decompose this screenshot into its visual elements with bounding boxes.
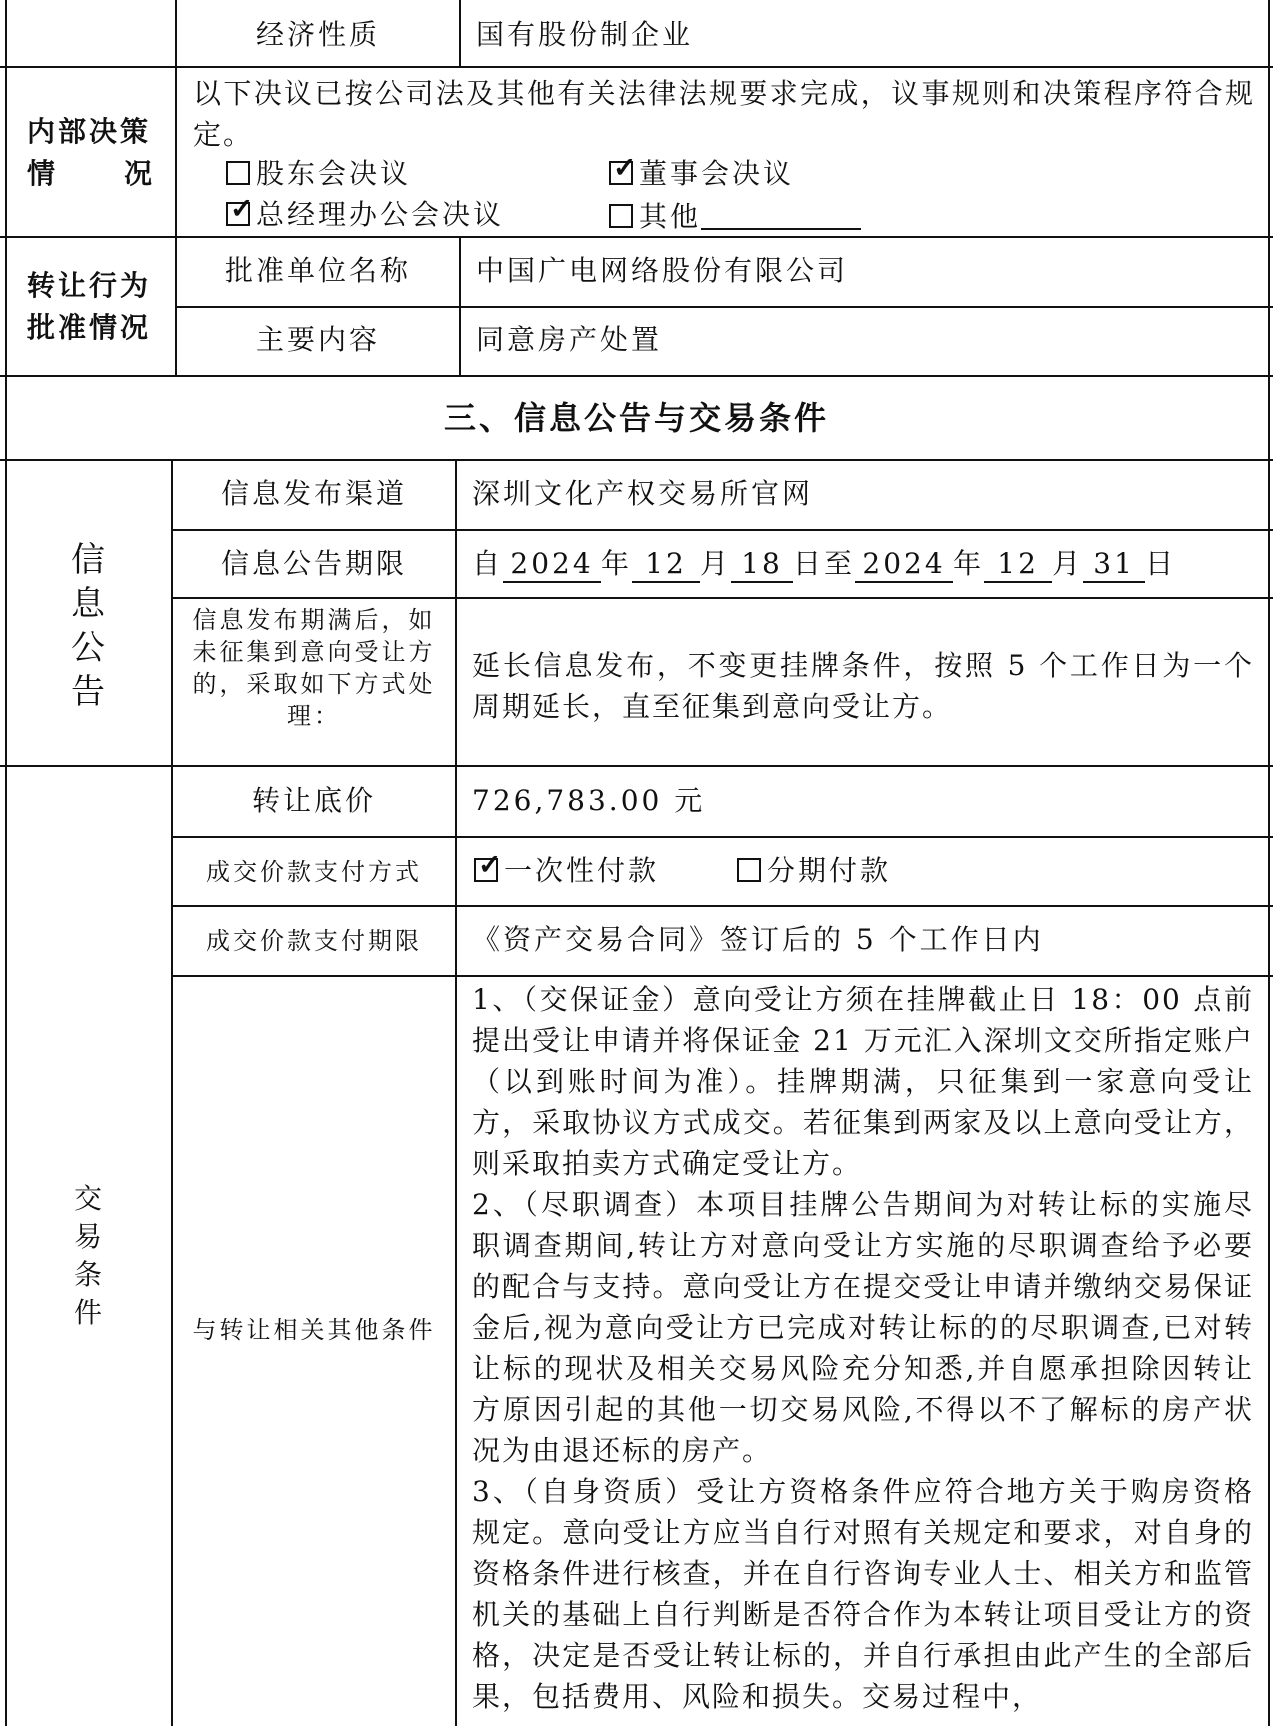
period-text: 年 [601,547,633,580]
group-label-char: 交 [73,1182,102,1215]
checkbox-lump-sum[interactable] [474,858,498,882]
expiry-label-line: 未征集到意向受让方 [192,638,436,666]
period-from-month: 12 [632,547,700,583]
rule [171,597,1273,599]
rule [0,236,1273,238]
period-text: 日 [1145,547,1177,580]
period-value [472,547,1176,583]
condition-paragraph: 1、（交保证金）意向受让方须在挂牌截止日 18：00 点前提出受让申请并将保证金 21 万元汇入深圳文交所指定账户（以到账时间为准）。挂牌期满，只征集到一家意向受让方，采取协议方式成交。若征集到两家及以上意向受让方，则采取拍卖方式确定受让方。 [472,983,1254,1180]
internal-decision-label-line2b: 况 [124,157,156,190]
other-conditions-body [472,979,1254,1717]
rule [0,765,1273,767]
group-label-char: 息 [71,584,105,624]
period-to-month: 12 [984,547,1052,583]
option-label: 其他 [639,200,702,233]
period-text: 月 [700,547,732,580]
condition-paragraph: 3、（自身资质）受让方资格条件应符合地方关于购房资格规定。意向受让方应当自行对照有关规定和要求，对自身的资格条件进行核查，并在自行咨询专业人士、相关方和监管机关的基础上自行判断是否符合作为本转让项目受让方的资格，决定是否受让转让标的，并自行承担由此产生的全部后果，包括费用、风险和损失。交易过程中， [472,1475,1254,1713]
approval-unit-value: 中国广电网络股份有限公司 [476,254,849,287]
trade-conditions-group-label [68,1180,108,1332]
group-label-char: 条 [73,1258,102,1291]
expiry-label-line: 的，采取如下方式处 [192,670,436,698]
expiry-label-line: 理： [287,702,341,730]
option-label: 总经理办公会决议 [256,198,505,231]
other-conditions-label: 与转让相关其他条件 [192,1316,436,1344]
expiry-label-line: 信息发布期满后，如 [192,606,436,634]
period-text: 自 [472,547,504,580]
approval-label-line1: 转让行为 [27,269,152,302]
rule [171,975,1273,977]
payment-method-label: 成交价款支付方式 [206,858,422,886]
rule [175,306,1273,308]
period-text: 月 [1052,547,1084,580]
rule [0,66,1273,68]
expiry-value: 延长信息发布，不变更挂牌条件，按照 5 个工作日为一个周期延长，直至征集到意向受让方。 [472,649,1254,723]
rule [5,0,7,1726]
period-label: 信息公告期限 [220,547,407,580]
group-label-char: 公 [71,628,105,668]
option-shareholders-resolution [226,157,411,191]
price-value: 726,783.00 元 [472,784,706,817]
internal-decision-statement: 以下决议已按公司法及其他有关法律法规要求完成，议事规则和决策程序符合规定。 [193,77,1255,151]
economic-nature-label: 经济性质 [255,18,380,51]
period-from-day: 18 [731,547,793,583]
rule [171,905,1273,907]
payment-deadline-label: 成交价款支付期限 [206,927,422,955]
approval-content-label: 主要内容 [255,323,380,356]
rule [459,0,461,66]
channel-label: 信息发布渠道 [220,477,407,510]
group-label-char: 易 [73,1220,102,1253]
option-label: 董事会决议 [639,157,795,190]
price-label: 转让底价 [251,784,376,817]
checkbox-installment[interactable] [737,858,761,882]
internal-decision-label-line1: 内部决策 [27,115,152,148]
option-gm-office-resolution [226,198,504,232]
rule [171,529,1273,531]
rule [459,236,461,375]
rule [0,375,1273,377]
payment-deadline-value: 《资产交易合同》签订后的 5 个工作日内 [472,923,1044,956]
rule [0,459,1273,461]
expiry-label [173,604,455,732]
period-to-day: 31 [1083,547,1145,583]
section-title: 三、信息公告与交易条件 [443,399,829,437]
approval-label-line2: 批准情况 [27,311,152,344]
period-to-year: 2024 [855,547,953,583]
condition-paragraph: 2、（尽职调查）本项目挂牌公告期间为对转让标的实施尽职调查期间,转让方对意向受让方实施的尽职调查给予必要的配合与支持。意向受让方在提交受让申请并缴纳交易保证金后,视为意向受让方已完成对转让标的的尽职调查,已对转让标的现状及相关交易风险充分知悉,并自愿承担除因转让方原因引起的其他一切交易风险,不得以不了解标的房产状况为由退还标的房产。 [472,1188,1254,1467]
channel-value: 深圳文化产权交易所官网 [472,477,814,510]
checkbox-shareholders[interactable] [226,161,250,185]
option-board-resolution [609,157,794,191]
rule [1268,0,1270,1726]
economic-nature-value: 国有股份制企业 [476,18,694,51]
option-label: 股东会决议 [256,157,412,190]
group-label-char: 信 [71,540,105,580]
period-text: 年 [953,547,985,580]
rule [171,836,1273,838]
group-label-char: 件 [73,1296,102,1329]
payment-option-lump-sum [474,854,659,888]
option-other [609,198,861,234]
option-label: 一次性付款 [504,854,660,887]
approval-content-value: 同意房产处置 [476,323,663,356]
approval-unit-label: 批准单位名称 [224,254,411,287]
rule [455,459,457,1726]
checkbox-other[interactable] [609,204,633,228]
checkbox-gm-office[interactable] [226,202,250,226]
option-label: 分期付款 [767,854,892,887]
internal-decision-label-line2a: 情 [27,157,59,190]
checkbox-board[interactable] [609,161,633,185]
group-label-char: 告 [71,672,105,712]
period-text: 日至 [793,547,856,580]
other-blank [701,198,861,230]
info-notice-group-label [66,538,110,714]
payment-option-installment [737,854,891,888]
rule [175,0,177,375]
period-from-year: 2024 [503,547,601,583]
